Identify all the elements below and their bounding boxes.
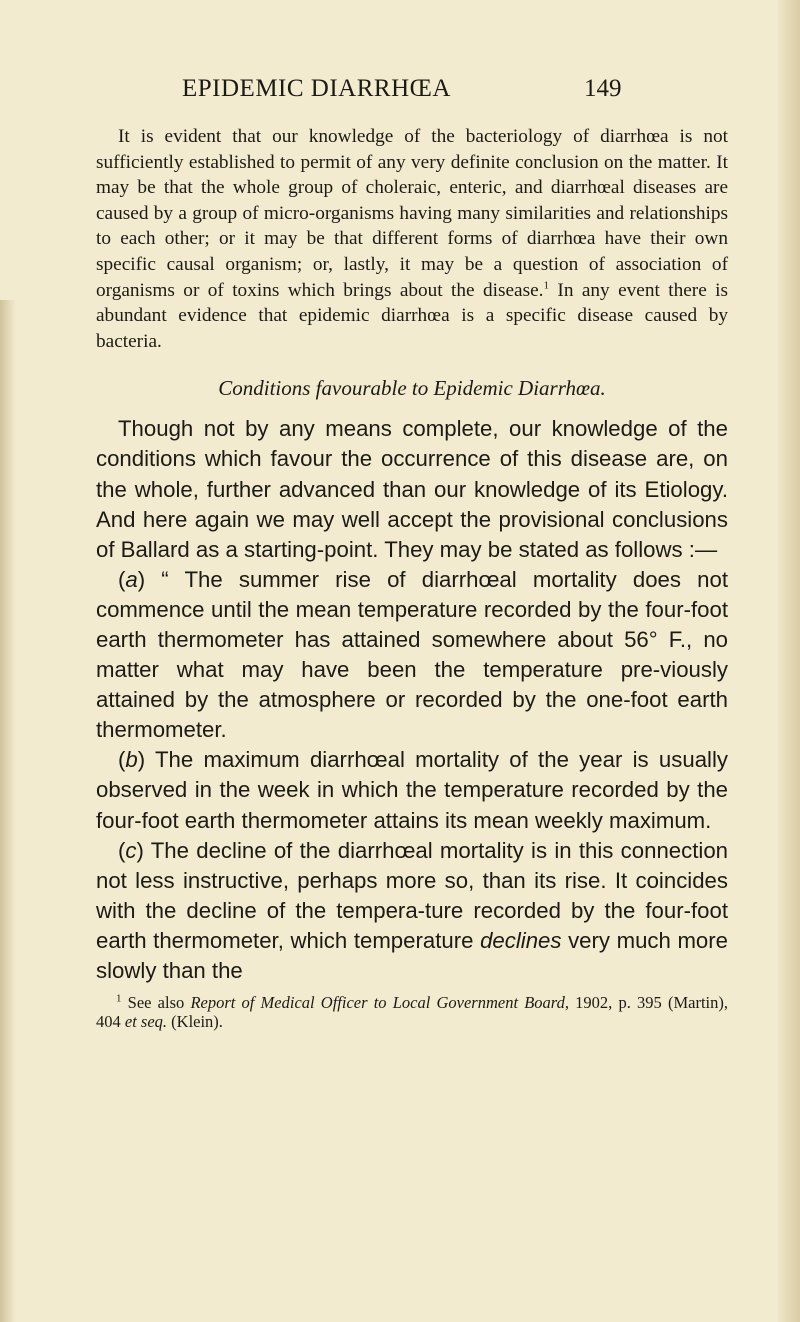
item-open-paren: ( — [118, 837, 126, 863]
paragraph-conditions: Though not by any means complete, our knowledge of the conditions which favour the occurrence of this disease are, on the whole, further advanced than our knowledge of its Etiology. And here again we may well accept the provisional conclusions of Ballard as a starting-point. They may be stated as follows :— — [96, 416, 728, 562]
footnote-citation: , 1902, p. 395 (Martin), 404 — [96, 993, 728, 1032]
page-body — [96, 124, 728, 1031]
footnote — [96, 993, 728, 1031]
item-label: b — [125, 747, 138, 773]
item-close-paren: ) — [137, 566, 146, 592]
page-edge — [778, 0, 800, 1322]
page-gutter-shadow — [0, 300, 16, 1322]
footnote-end: (Klein). — [167, 1012, 223, 1032]
running-title: EPIDEMIC DIARRHŒA — [182, 75, 451, 102]
item-text-end: very much more slowly than the — [96, 927, 729, 984]
page-header — [0, 72, 800, 112]
list-item-a — [96, 565, 728, 746]
item-text: “ The summer rise of diarrhœal mortality does not commence until the mean temperature recorded by the four-foot earth thermometer has attained somewhere about 56° F., no matter what may have been the temperature pre-viously attained by the atmosphere or recorded by the one-foot earth thermometer. — [96, 566, 728, 743]
item-text: The decline of the diarrhœal mortality is in this connection not less instructive, perhaps more so, than its rise. It coincides with the decline of the tempera-ture recorded by the four-foot earth thermometer, which temperature — [96, 837, 728, 953]
item-close-paren: ) — [136, 837, 144, 863]
item-label: a — [125, 566, 138, 592]
list-item-b — [96, 745, 728, 835]
footnote-lead: See also — [121, 993, 191, 1013]
footnote-report-title: Report of Medical Officer to Local Government Board — [190, 993, 565, 1013]
item-close-paren: ) — [137, 747, 146, 773]
item-open-paren: ( — [118, 747, 126, 773]
item-text: The maximum diarrhœal mortality of the year is usually observed in the week in which the temperature recorded by the four-foot earth thermometer attains its mean weekly maximum. — [96, 747, 728, 833]
paragraph-bacteriology — [96, 124, 728, 354]
item-open-paren: ( — [118, 566, 126, 592]
footnote-reference: 1 — [543, 279, 550, 292]
paragraph-text: It is evident that our knowledge of the bacteriology of diarrhœa is not sufficiently established to permit of any very definite conclusion on the matter. It may be that the whole group of choleraic, enteric, and diarrhœal diseases are caused by a group of micro-organisms having many similarities and relationships to each other; or it may be that different forms of diarrhœa have their own specific causal organism; or, lastly, it may be a question of association of organisms or of toxins which brings about the disease. — [96, 126, 728, 301]
paragraph-text-continued: In any event there is abundant evidence that epidemic diarrhœa is a specific disease caused by bacteria. — [96, 279, 729, 352]
item-label: c — [125, 837, 137, 863]
emphasis-word: declines — [480, 927, 562, 953]
list-item-c — [96, 836, 728, 986]
page-number: 149 — [584, 75, 622, 102]
section-heading: Conditions favourable to Epidemic Diarrhœa. — [218, 376, 606, 401]
footnote-et-seq: et seq. — [124, 1012, 168, 1032]
footnote-mark: 1 — [116, 992, 122, 1005]
